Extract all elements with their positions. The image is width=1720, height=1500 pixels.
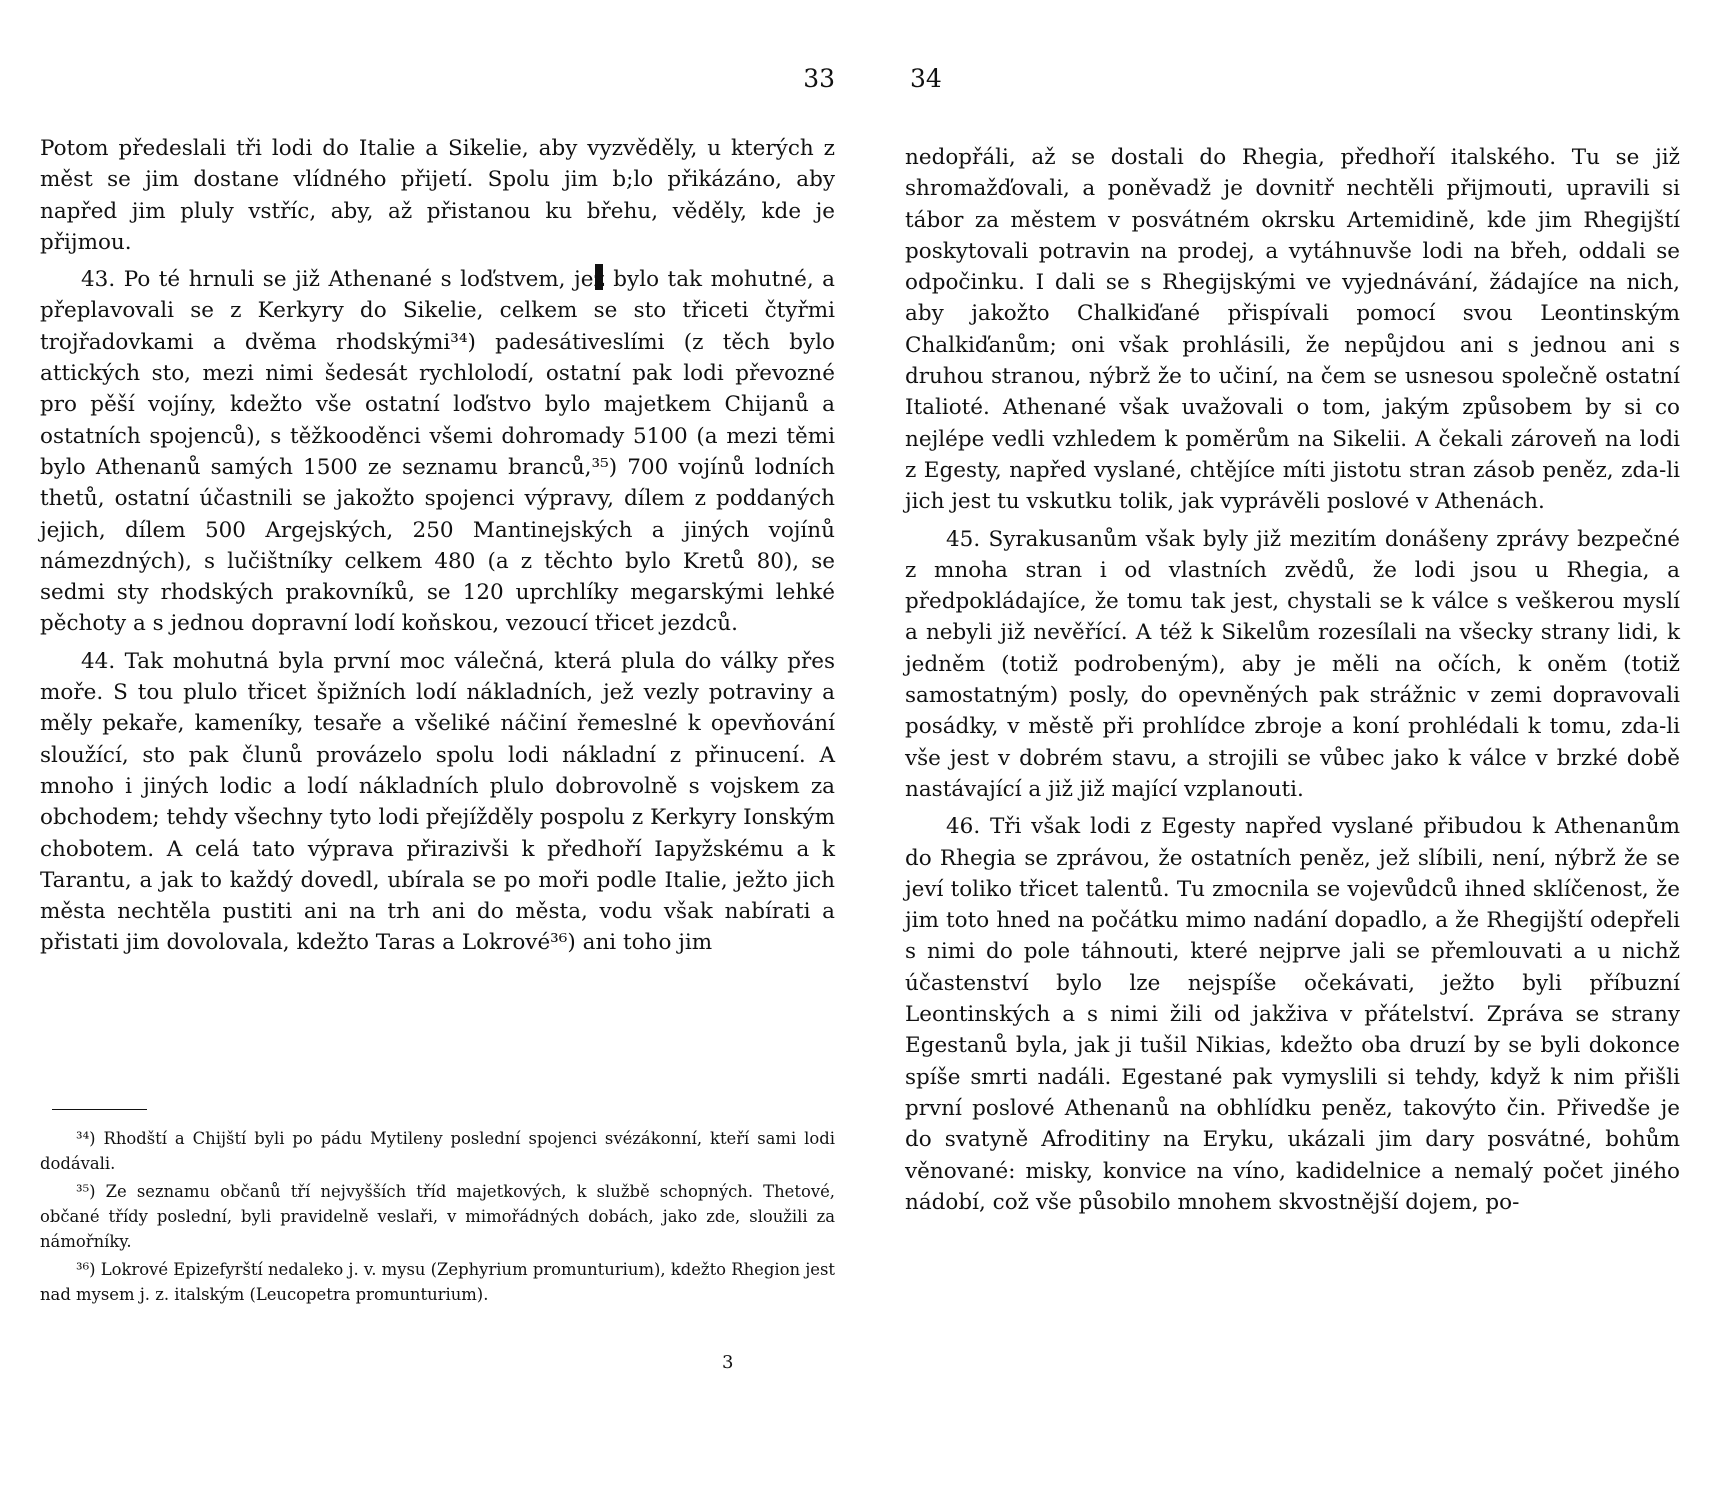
paragraph-45: 45. Syrakusanům však byly již mezitím donášeny zprávy bezpečné z mnoha stran i od vlastních zvědů, že lodi jsou u Rhegia, a předpokládajíce, že tomu tak jest, chystali se k válce s veškerou myslí a nebyli již nevěřící. A též k Sikelům rozesílali na všecky strany lidi, k jedněm (totiž podrobeným), aby je měli na očích, k oněm (totiž samostatným) posly, do opevněných pak strážnic v zemi dopravovali posádky, v městě při prohlídce zbroje a koní prohlédali k tomu, zda-li vše jest v dobrém stavu, a strojili se vůbec jako k válce v brzké době nastávající a již již mající vzplanouti. <box>905 526 1680 802</box>
paragraph: nedopřáli, až se dostali do Rhegia, předhoří italského. Tu se již shromažďovali, a poněvadž je dovnitř nechtěli přijmouti, upravili si tábor za městem v posvátném okrsku Artemidině, kde jim Rhegijští poskytovali potravin na prodej, a vytáhnuvše lodi na břeh, oddali se odpočinku. I dali se s Rhegijskými ve vyjednávání, žádajíce na nich, aby jakožto Chalkiďané přispívali pomocí svou Leontinským Chalkiďanům; oni však prohlásili, že nepůjdou ani s jednou ani s druhou stranou, nýbrž že to učiní, na čem se usnesou společně ostatní Italioté. Athenané však uvažovali o tom, jakým způsobem by si co nejlépe vedli vzhledem k poměrům na Sikelii. A čekali zároveň na lodi z Egesty, napřed vyslané, chtějíce míti jistotu stran zásob peněz, zda-li jich jest tu vskutku tolik, jak vyprávěli poslové v Athenách. <box>905 145 1680 515</box>
body-text <box>40 133 835 959</box>
paragraph: Potom předeslali tři lodi do Italie a Sikelie, aby vyzvěděly, u kterých z měst se jim dostane vlídného přijetí. Spolu jim b;lo přikázáno, aby napřed jim pluly vstříc, aby, až přistanou ku břehu, věděly, kde je přijmou. <box>40 136 835 255</box>
paragraph-46: 46. Tři však lodi z Egesty napřed vyslané přibudou k Athenanům do Rhegia se zprávou, že ostatních peněz, jež slíbili, není, nýbrž že se jeví toliko třicet talentů. Tu zmocnila se vojevůdců ihned sklíčenost, že jim toto hned na počátku mimo nadání dopadlo, a že Rhegijští odepřeli s nimi do pole táhnouti, které nejprve jali se přemlouvati a u nichž účastenství bylo lze nejspíše očekávati, ježto byli příbuzní Leontinských a s nimi žili od jakživa v přátelství. Zpráva se strany Egestanů byla, jak ji tušil Nikias, kdežto oba druzí by se byli dokonce spíše smrti nadáli. Egestané pak vymyslili si tehdy, když k nim přišli první poslové Athenanů na obhlídku peněz, takovýto čin. Přivedše je do svatyně Afroditiny na Eryku, ukázali jim dary posvátné, bohům věnované: misky, konvice na víno, kadidelnice a nemalý počet jiného nádobí, což vše působilo mnohem skvostnější dojem, po- <box>905 814 1680 1215</box>
footnote-34: ³⁴) Rhodští a Chijští byli po pádu Mytileny poslední spojenci svézákonní, kteří sami lodi dodávali. <box>40 1129 835 1173</box>
body-text <box>905 142 1680 1218</box>
footnote-divider <box>52 1109 147 1110</box>
paragraph-43: 43. Po té hrnuli se již Athenané s loďstvem, jež bylo tak mohutné, a přeplavovali se z Kerkyry do Sikelie, celkem se sto třiceti čtyřmi trojřadovkami a dvěma rhodskými³⁴) padesátiveslími (z těch bylo attických sto, mezi nimi šedesát rychlolodí, ostatní pak lodi převozné pro pěší vojíny, kdežto vše ostatní loďstvo bylo majetkem Chijanů a ostatních spojenců), s těžkooděnci všemi dohromady 5100 (a mezi těmi bylo Athenanů samých 1500 ze seznamu branců,³⁵) 700 vojínů lodních thetů, ostatní účastnili se jakožto spojenci výpravy, dílem z poddaných jejich, dílem 500 Argejských, 250 Mantinejských a jiných vojínů námezdných), s lučištníky celkem 480 (a z těchto bylo Kretů 80), se sedmi sty rhodských prakovníků, se 120 uprchlíky megarskými lehké pěchoty a s jednou dopravní lodí koňskou, vezoucí třicet jezdců. <box>40 267 835 637</box>
footnote-35: ³⁵) Ze seznamu občanů tří nejvyšších tříd majetkových, k službě schopných. Thetové, občané třídy poslední, byli pravidelně veslaři, v mimořádných dobách, jako zde, sloužili za námořníky. <box>40 1182 835 1251</box>
signature-mark: 3 <box>722 1352 734 1373</box>
page-number: 33 <box>803 64 835 93</box>
paragraph-44: 44. Tak mohutná byla první moc válečná, která plula do války přes moře. S tou plulo třicet špižních lodí nákladních, jež vezly potraviny a měly pekaře, kameníky, tesaře a všeliké náčiní řemeslné k opevňování sloužící, sto pak člunů provázelo spolu lodi nákladní z přinucení. A mnoho i jiných lodic a lodí nákladních plulo dobrovolně s vojskem za obchodem; tehdy všechny tyto lodi přejížděly pospolu z Kerkyry Ionským chobotem. A celá tato výprava přirazivši k předhoří Iapyžskému a k Tarantu, a jak to každý dovedl, ubírala se po moři podle Italie, ježto jich města nechtěla pustiti ani na trh ani do města, vodu však nabírati a přistati jim dovolovala, kdežto Taras a Lokrové³⁶) ani toho jim <box>40 648 835 956</box>
page-number: 34 <box>910 64 942 93</box>
footnotes <box>40 1126 835 1310</box>
footnote-36: ³⁶) Lokrové Epizefyrští nedaleko j. v. mysu (Zephyrium promunturium), kdežto Rhegion jest nad mysem j. z. italským (Leucopetra promunturium). <box>40 1260 835 1304</box>
